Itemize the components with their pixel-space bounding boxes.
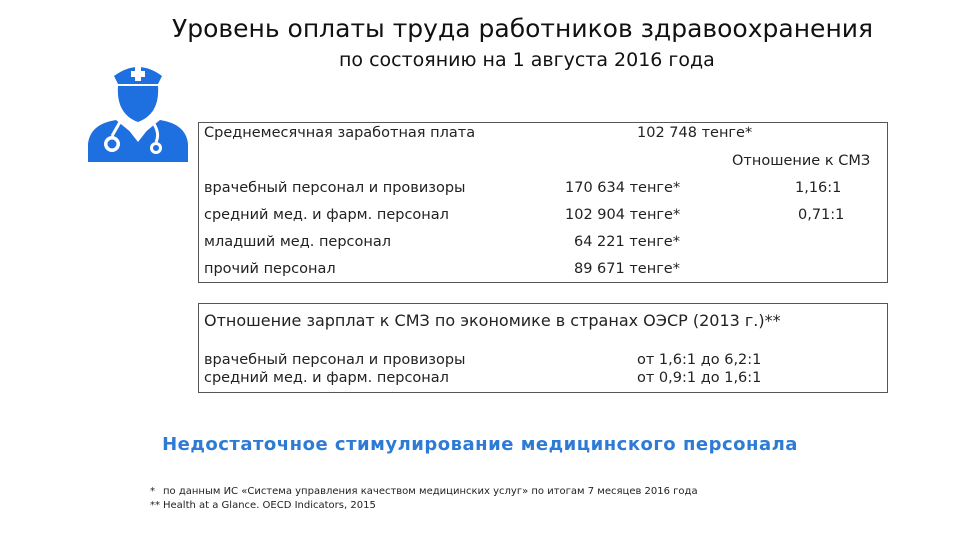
salary-table xyxy=(198,122,888,283)
oecd-title: Отношение зарплат к СМЗ по экономике в странах ОЭСР (2013 г.)** xyxy=(204,311,781,330)
average-salary-value: 102 748 тенге* xyxy=(637,125,753,141)
row-value: 102 904 тенге* xyxy=(565,207,681,223)
oecd-row-value: от 1,6:1 до 6,2:1 xyxy=(637,352,762,368)
row-value: 89 671 тенге* xyxy=(574,261,680,277)
row-value: 64 221 тенге* xyxy=(574,234,680,250)
page-subtitle: по состоянию на 1 августа 2016 года xyxy=(339,49,715,71)
oecd-row-value: от 0,9:1 до 1,6:1 xyxy=(637,370,762,386)
footnote-mark: ** xyxy=(150,500,160,511)
doctor-icon xyxy=(82,52,194,162)
average-salary-label: Среднемесячная заработная плата xyxy=(204,125,476,141)
row-label: врачебный персонал и провизоры xyxy=(204,180,466,196)
row-label: средний мед. и фарм. персонал xyxy=(204,207,449,223)
oecd-row-label: средний мед. и фарм. персонал xyxy=(204,370,449,386)
conclusion-banner: Недостаточное стимулирование медицинского персонала xyxy=(162,434,798,455)
page-title: Уровень оплаты труда работников здравоохранения xyxy=(172,14,874,43)
row-label: младший мед. персонал xyxy=(204,234,392,250)
footnote-text: по данным ИС «Система управления качеством медицинских услуг» по итогам 7 месяцев 2016 года xyxy=(163,486,698,497)
row-label: прочий персонал xyxy=(204,261,336,277)
oecd-row-label: врачебный персонал и провизоры xyxy=(204,352,466,368)
ratio-header: Отношение к СМЗ xyxy=(732,153,871,169)
row-value: 170 634 тенге* xyxy=(565,180,681,196)
row-ratio: 0,71:1 xyxy=(798,207,845,223)
footnote-mark: * xyxy=(150,486,155,497)
footnote-text: Health at a Glance. OECD Indicators, 2015 xyxy=(163,500,376,511)
row-ratio: 1,16:1 xyxy=(795,180,842,196)
